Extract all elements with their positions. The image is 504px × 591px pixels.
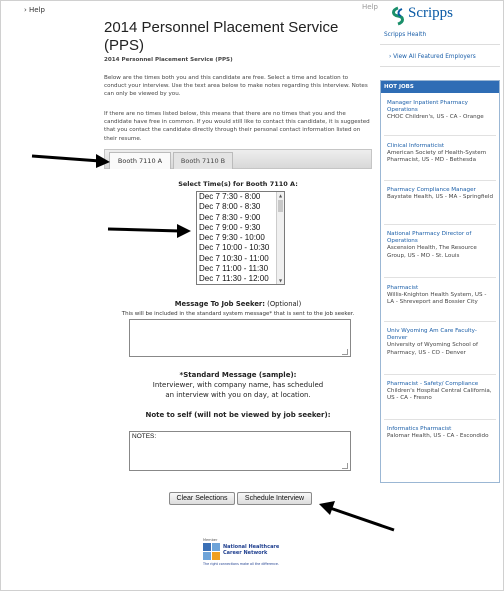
- hot-job-item[interactable]: [387, 100, 495, 122]
- job-title[interactable]: Univ Wyoming Am Care Faculty-Denver: [387, 328, 477, 342]
- job-title[interactable]: National Pharmacy Director of Operations: [387, 231, 472, 245]
- tab-booth-7110-a[interactable]: Booth 7110 A: [109, 152, 171, 169]
- page-subtitle: 2014 Personnel Placement Service (PPS): [104, 57, 233, 63]
- notes-resize-handle[interactable]: [343, 464, 349, 470]
- standard-message-line: an interview with you on day, at location.: [165, 391, 311, 399]
- sidebar-divider: [380, 66, 500, 67]
- message-resize-handle[interactable]: [343, 350, 349, 356]
- job-company: Willis-Knighton Health System, US - LA - Shreveport and Bossier City: [387, 292, 487, 306]
- job-title[interactable]: Pharmacist: [387, 285, 419, 291]
- scripps-logo-icon: [388, 6, 408, 26]
- time-option[interactable]: Dec 7 10:30 - 11:00: [199, 253, 269, 263]
- hot-job-item[interactable]: [387, 285, 495, 307]
- sidebar-divider: [380, 44, 500, 45]
- scroll-up-icon[interactable]: ▲: [278, 193, 283, 198]
- scripps-brand-name[interactable]: Scripps: [408, 5, 453, 21]
- job-company: University of Wyoming School of Pharmacy, US - CO - Denver: [387, 342, 478, 356]
- page-title: 2014 Personnel Placement Service (PPS): [104, 19, 339, 54]
- tab-booth-7110-b[interactable]: Booth 7110 B: [173, 152, 233, 169]
- message-title: [104, 300, 372, 308]
- arrow-to-tab-icon: [30, 148, 114, 170]
- message-title-optional: (Optional): [265, 300, 302, 308]
- standard-message-line: Interviewer, with company name, has scheduled: [152, 381, 324, 389]
- select-times-title: Select Time(s) for Booth 7110 A:: [178, 180, 298, 188]
- time-option[interactable]: Dec 7 8:30 - 9:00: [199, 212, 261, 222]
- time-option[interactable]: Dec 7 11:00 - 11:30: [199, 264, 269, 274]
- time-slot-listbox[interactable]: [196, 191, 285, 285]
- nhcn-logo-icon: [203, 543, 221, 561]
- time-option[interactable]: Dec 7 8:00 - 8:30: [199, 202, 261, 212]
- job-title[interactable]: Pharmacy Compliance Manager: [387, 187, 476, 193]
- nhcn-member-logo[interactable]: [203, 538, 283, 568]
- notes-textarea[interactable]: NOTES:: [129, 431, 351, 471]
- job-company: CHOC Children's, US - CA - Orange: [387, 114, 484, 121]
- help-link-right[interactable]: Help: [362, 3, 378, 11]
- job-company: Baystate Health, US - MA - Springfield: [387, 194, 494, 201]
- hot-job-item[interactable]: [387, 426, 495, 440]
- arrow-to-times-icon: [106, 222, 194, 240]
- nhcn-member-label: Member: [203, 538, 218, 542]
- scroll-thumb[interactable]: [278, 200, 283, 212]
- time-option[interactable]: Dec 7 11:30 - 12:00: [199, 274, 269, 284]
- listbox-scrollbar[interactable]: [276, 192, 284, 284]
- job-title[interactable]: Informatics Pharmacist: [387, 426, 452, 432]
- arrow-to-schedule-icon: [316, 498, 398, 534]
- booth-tab-bar: [104, 149, 372, 169]
- job-title[interactable]: Clinical Informaticist: [387, 143, 445, 149]
- hot-job-item[interactable]: [387, 231, 495, 260]
- time-option[interactable]: Dec 7 7:30 - 8:00: [199, 192, 261, 201]
- hot-job-item[interactable]: [387, 328, 495, 357]
- job-company: American Society of Health-System Pharmacist, US - MD - Bethesda: [387, 150, 487, 164]
- scripps-health-link[interactable]: Scripps Health: [384, 32, 427, 38]
- hot-job-item[interactable]: [387, 187, 495, 201]
- clear-selections-button[interactable]: Clear Selections: [169, 492, 235, 505]
- job-company: Ascension Health, The Resource Group, US - MO - St. Louis: [387, 245, 477, 259]
- job-title[interactable]: Pharmacist - Safety/ Compliance: [387, 381, 479, 387]
- schedule-interview-button[interactable]: Schedule Interview: [237, 492, 312, 505]
- job-title[interactable]: Manager Inpatient Pharmacy Operations: [387, 100, 468, 114]
- nhcn-name: National Healthcare Career Network: [223, 544, 280, 556]
- view-all-employers-link[interactable]: › View All Featured Employers: [389, 54, 476, 60]
- message-textarea[interactable]: [129, 319, 351, 357]
- job-company: Palomar Health, US - CA - Escondido: [387, 433, 489, 440]
- message-note: This will be included in the standard system message* that is sent to the job seeker.: [121, 311, 355, 317]
- time-option[interactable]: Dec 7 9:00 - 9:30: [199, 222, 261, 232]
- job-company: Children's Hospital Central California, US - CA - Fresno: [387, 388, 492, 402]
- message-title-label: Message To Job Seeker:: [174, 300, 266, 308]
- help-link-left[interactable]: › Help: [24, 6, 45, 14]
- time-option[interactable]: Dec 7 9:30 - 10:00: [199, 233, 265, 243]
- no-times-note: If there are no times listed below, this means that there are no times that you and the candidate have free in common. If you would still like to contact this candidate, it is suggested that you contact the candidate directly through their personal contact information listed on their resume.: [104, 111, 370, 142]
- scroll-down-icon[interactable]: ▼: [278, 278, 283, 283]
- time-option[interactable]: Dec 7 10:00 - 10:30: [199, 243, 270, 253]
- hot-jobs-panel: [380, 80, 500, 483]
- hot-jobs-header: HOT JOBS: [381, 81, 499, 93]
- hot-job-item[interactable]: [387, 143, 495, 165]
- nhcn-tagline: The right connections make all the difference.: [203, 562, 279, 566]
- standard-message-title: *Standard Message (sample):: [179, 371, 297, 379]
- hot-job-item[interactable]: [387, 381, 495, 403]
- note-to-self-title: Note to self (will not be viewed by job seeker):: [145, 411, 331, 419]
- intro-text: Below are the times both you and this candidate are free. Select a time and location to conduct your interview. Use the text area below to make notes regarding this interview. Notes can only be viewed by you.: [104, 75, 368, 98]
